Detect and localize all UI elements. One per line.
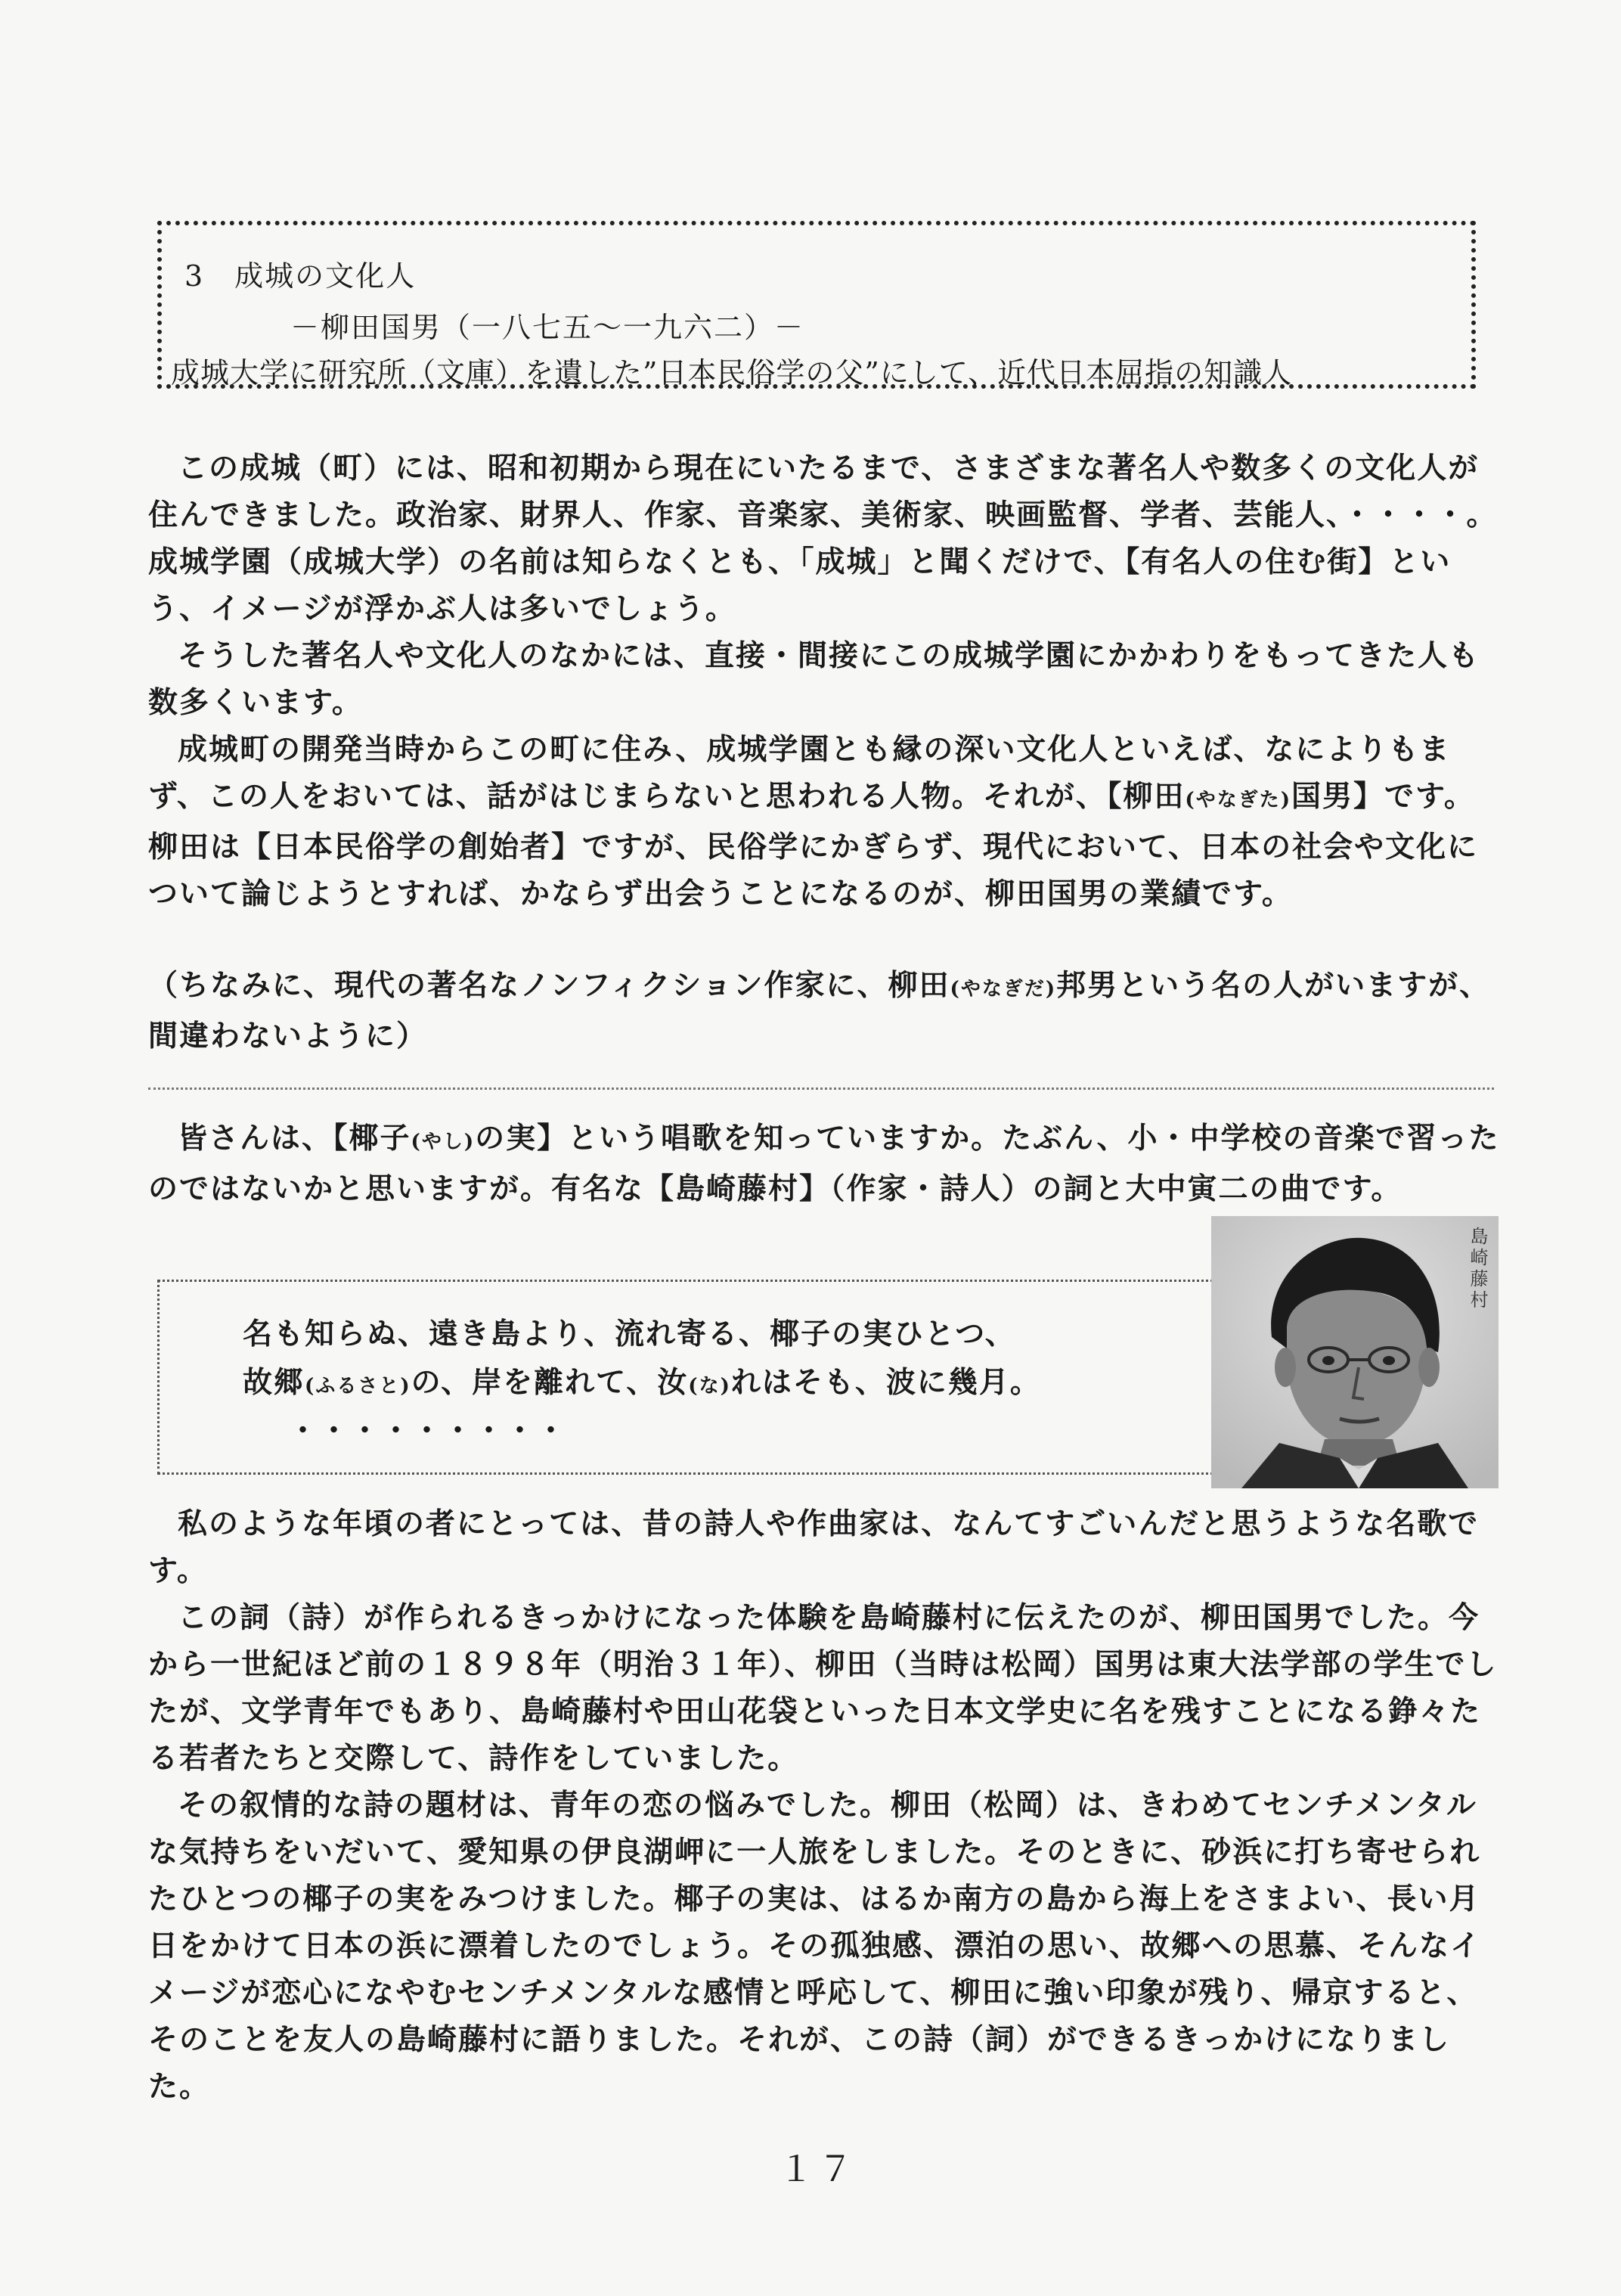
section-divider [148, 1087, 1494, 1090]
paragraph-3-ruby: (やなぎた) [1185, 789, 1291, 811]
paragraph-5-text-a: 皆さんは、【椰子 [178, 1121, 411, 1156]
portrait-photo [1211, 1216, 1499, 1488]
portrait-image [1211, 1216, 1499, 1488]
poem-line-2-a: 故郷 [243, 1365, 305, 1400]
poem-line-2-ruby-1: (ふるさと) [305, 1375, 411, 1398]
paragraph-7: この詞（詩）が作られるきっかけになった体験を島崎藤村に伝えたのが、柳田国男でした。今から一世紀ほど前の１８９８年（明治３１年）、柳田（当時は松岡）国男は東大法学部の学生でしたが、文学青年でもあり、島崎藤村や田山花袋といった日本文学史に名を残すことになる錚々たる若者たちと交際して、詩作をしていました。 [148, 1600, 1498, 1776]
poem-line-2 [243, 1359, 1041, 1401]
page-number: １７ [779, 2149, 857, 2189]
paragraph-8: その叙情的な詩の題材は、青年の恋の悩みでした。柳田（松岡）は、きわめてセンチメンタルな気持ちをいだいて、愛知県の伊良湖岬に一人旅をしました。そのときに、砂浜に打ち寄せられたひとつの椰子の実をみつけました。椰子の実は、はるか南方の島から海上をさまよい、長い月日をかけて日本の浜に漂着したのでしょう。その孤独感、漂泊の思い、故郷への思慕、そんなイメージが恋心になやむセンチメンタルな感情と呼応して、柳田に強い印象が残り、帰京すると、そのことを友人の島崎藤村に語りました。それが、この詩（詞）ができるきっかけになりました。 [148, 1788, 1482, 2104]
poem-line-3: ・・・・・・・・・ [288, 1413, 568, 1448]
paragraph-5-ruby: (やし) [411, 1131, 476, 1153]
photo-caption: 島崎藤村 [1467, 1227, 1488, 1311]
paragraph-4-text-a: （ちなみに、現代の著名なノンフィクション作家に、柳田 [148, 968, 950, 1003]
paragraph-1: この成城（町）には、昭和初期から現在にいたるまで、さまざまな著名人や数多くの文化人が住んできました。政治家、財界人、作家、音楽家、美術家、映画監督、学者、芸能人、・・・・。成城学園（成城大学）の名前は知らなくとも、「成城」と聞くだけで、【有名人の住む街】という、イメージが浮かぶ人は多いでしょう。 [148, 451, 1498, 626]
poem-box [157, 1280, 1228, 1475]
paragraph-4-ruby: (やなぎだ) [950, 978, 1057, 1001]
paragraph-6: 私のような年頃の者にとっては、昔の詩人や作曲家は、なんてすごいんだと思うような名歌です。 [148, 1506, 1480, 1588]
paragraph-2: そうした著名人や文化人のなかには、直接・間接にこの成城学園にかかわりをもってきた人も数多くいます。 [148, 638, 1480, 720]
poem-line-2-c: れはそも、波に幾月。 [730, 1365, 1041, 1400]
poem-line-2-ruby-2: (な) [688, 1375, 731, 1398]
paragraph-3-text-a: 成城町の開発当時からこの町に住み、成城学園とも縁の深い文化人といえば、なによりもまず、この人をおいては、話がはじまらないと思われる人物。それが、【柳田 [148, 732, 1451, 814]
paragraph-3 [148, 726, 1502, 917]
paragraph-4 [148, 962, 1502, 1060]
paragraph-5-text-b: の実】という唱歌を知っていますか。たぶん、小・中学校の音楽で習ったのではないかと思いますが。有名な【島崎藤村】（作家・詩人）の詞と大中寅二の曲です。 [148, 1121, 1500, 1206]
poem-line-1: 名も知らぬ、遠き島より、流れ寄る、椰子の実ひとつ、 [243, 1317, 1016, 1351]
section-header-box [157, 221, 1476, 389]
section-subtitle: －柳田国男（一八七五～一九六二）－ [290, 311, 805, 344]
paragraph-5 [148, 1115, 1502, 1212]
paragraph-3-text-b: 国男】です。柳田は【日本民俗学の創始者】ですが、民俗学にかぎらず、現代において、日本の社会や文化について論じようとすれば、かならず出会うことになるのが、柳田国男の業績です。 [148, 779, 1479, 911]
paragraph-4-text-b: 邦男という名の人がいますが、間違わないように） [148, 968, 1491, 1053]
section-title: 3 成城の文化人 [184, 259, 417, 293]
section-tagline: 成城大学に研究所（文庫）を遺した”日本民俗学の父”にして、近代日本屈指の知識人 [171, 356, 1293, 389]
poem-line-2-b: の、岸を離れて、汝 [411, 1365, 689, 1400]
